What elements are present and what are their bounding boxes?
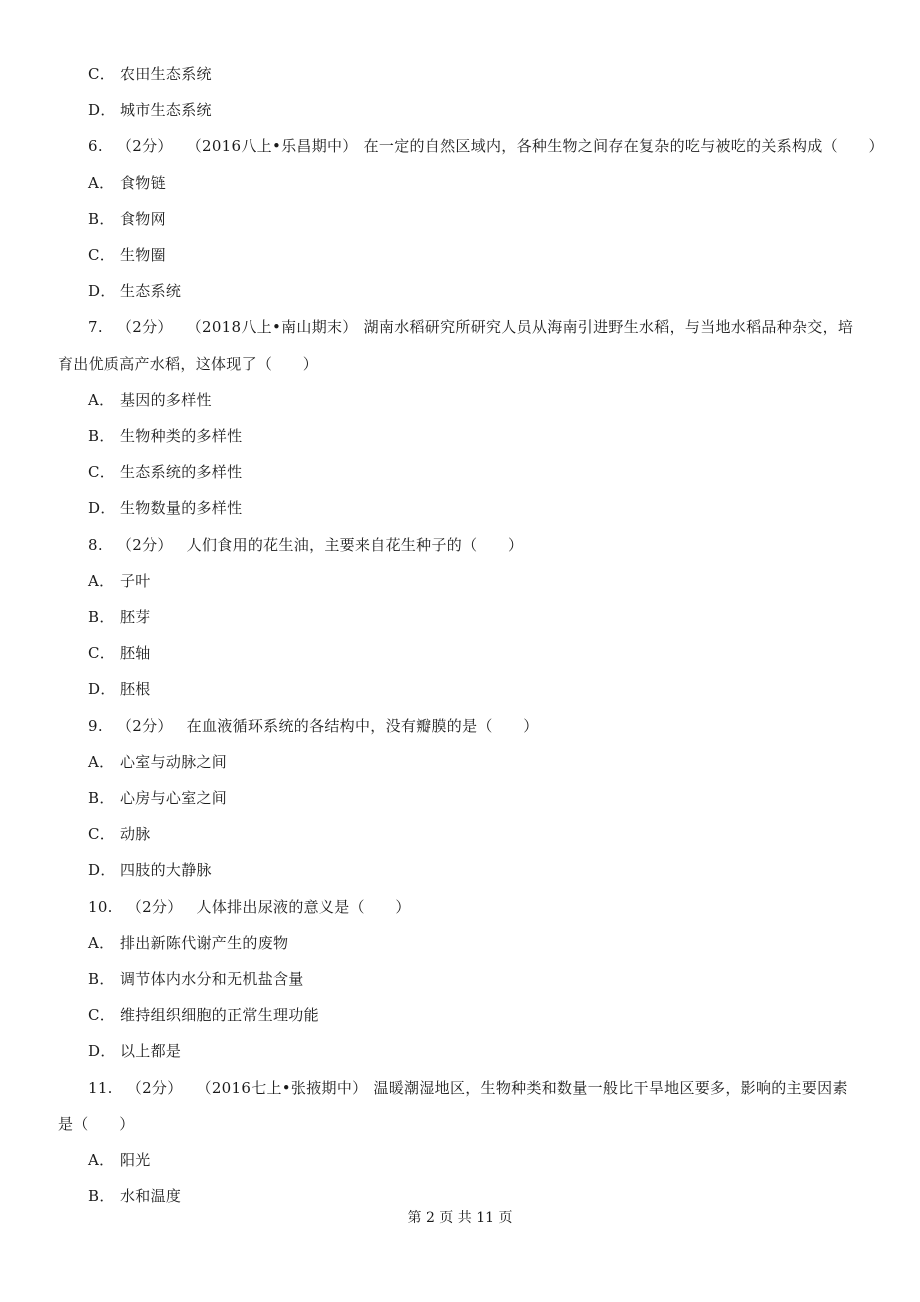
answer-option xyxy=(88,245,166,265)
answer-option xyxy=(88,933,288,953)
question-source: （2016七上•张掖期中） xyxy=(196,1079,368,1097)
option-text: 生物种类的多样性 xyxy=(120,427,243,445)
question-continuation: 是（ ） xyxy=(58,1115,135,1133)
question-score: （2分） xyxy=(116,318,173,336)
option-label: C． xyxy=(88,1006,116,1024)
option-label: B． xyxy=(88,789,115,807)
option-text: 阳光 xyxy=(120,1151,151,1169)
option-text: 动脉 xyxy=(120,825,151,843)
question-source: （2018八上•南山期末） xyxy=(186,318,358,336)
option-label: B． xyxy=(88,210,115,228)
option-label: D． xyxy=(88,282,116,300)
option-label: A． xyxy=(88,934,115,952)
option-label: B． xyxy=(88,1187,115,1205)
answer-option xyxy=(88,1186,181,1206)
question-number: 11. xyxy=(88,1079,113,1097)
answer-option xyxy=(88,462,242,482)
option-label: B． xyxy=(88,608,115,626)
answer-option xyxy=(88,643,151,663)
answer-option xyxy=(88,571,151,591)
option-text: 以上都是 xyxy=(120,1042,182,1060)
question-text: 人体排出尿液的意义是（ ） xyxy=(196,898,411,916)
answer-option xyxy=(88,426,242,446)
option-text: 生物数量的多样性 xyxy=(120,499,243,517)
option-label: A． xyxy=(88,753,115,771)
option-text: 胚轴 xyxy=(120,644,151,662)
answer-option xyxy=(88,390,212,410)
page-footer: 第 2 页 共 11 页 xyxy=(407,1210,513,1226)
question-number: 7. xyxy=(88,318,103,336)
question-score: （2分） xyxy=(116,536,173,554)
question-score: （2分） xyxy=(116,137,173,155)
option-label: D． xyxy=(88,680,116,698)
question-number: 9. xyxy=(88,717,103,735)
answer-option xyxy=(88,860,212,880)
answer-option xyxy=(88,969,304,989)
option-label: C． xyxy=(88,825,116,843)
option-label: D． xyxy=(88,499,116,517)
question-source: （2016八上•乐昌期中） xyxy=(186,137,358,155)
option-text: 水和温度 xyxy=(120,1187,182,1205)
option-label: C． xyxy=(88,65,116,83)
option-text: 心室与动脉之间 xyxy=(120,753,228,771)
question-continuation: 育出优质高产水稻，这体现了（ ） xyxy=(58,355,319,373)
answer-option xyxy=(88,281,181,301)
answer-option xyxy=(88,679,151,699)
answer-option xyxy=(88,1150,151,1170)
option-text: 子叶 xyxy=(120,572,151,590)
option-text: 食物网 xyxy=(120,210,166,228)
answer-option xyxy=(88,498,242,518)
option-text: 排出新陈代谢产生的废物 xyxy=(120,934,289,952)
option-text: 维持组织细胞的正常生理功能 xyxy=(120,1006,319,1024)
answer-option xyxy=(88,1005,319,1025)
answer-option xyxy=(88,100,212,120)
answer-option xyxy=(88,1041,181,1061)
option-label: B． xyxy=(88,427,115,445)
question-text: 温暖潮湿地区，生物种类和数量一般比干旱地区要多，影响的主要因素 xyxy=(373,1079,848,1097)
question-stem xyxy=(88,317,853,337)
option-text: 四肢的大静脉 xyxy=(120,861,212,879)
option-text: 胚芽 xyxy=(120,608,151,626)
option-label: A． xyxy=(88,572,115,590)
question-number: 6. xyxy=(88,137,103,155)
question-number: 8. xyxy=(88,536,103,554)
option-label: B． xyxy=(88,970,115,988)
option-text: 食物链 xyxy=(120,174,166,192)
option-label: D． xyxy=(88,1042,116,1060)
option-label: A． xyxy=(88,1151,115,1169)
question-text: 湖南水稻研究所研究人员从海南引进野生水稻，与当地水稻品种杂交，培 xyxy=(363,318,854,336)
answer-option xyxy=(88,824,151,844)
answer-option xyxy=(88,752,227,772)
option-label: A． xyxy=(88,174,115,192)
answer-option xyxy=(88,64,212,84)
question-text: 在血液循环系统的各结构中，没有瓣膜的是（ ） xyxy=(186,717,539,735)
option-text: 农田生态系统 xyxy=(120,65,212,83)
option-label: C． xyxy=(88,463,116,481)
option-label: A． xyxy=(88,391,115,409)
question-score: （2分） xyxy=(126,898,183,916)
answer-option xyxy=(88,209,166,229)
option-text: 胚根 xyxy=(120,680,151,698)
answer-option xyxy=(88,607,151,627)
option-text: 生态系统 xyxy=(120,282,182,300)
question-stem xyxy=(88,136,884,156)
question-stem xyxy=(88,1078,848,1098)
question-text: 人们食用的花生油，主要来自花生种子的（ ） xyxy=(186,536,524,554)
question-text: 在一定的自然区域内，各种生物之间存在复杂的吃与被吃的关系构成（ ） xyxy=(363,137,884,155)
question-stem xyxy=(88,716,539,736)
option-text: 生态系统的多样性 xyxy=(120,463,243,481)
option-text: 基因的多样性 xyxy=(120,391,212,409)
question-stem xyxy=(88,535,523,555)
answer-option xyxy=(88,173,166,193)
option-text: 调节体内水分和无机盐含量 xyxy=(120,970,304,988)
option-text: 生物圈 xyxy=(120,246,166,264)
option-text: 心房与心室之间 xyxy=(120,789,228,807)
option-text: 城市生态系统 xyxy=(120,101,212,119)
question-score: （2分） xyxy=(116,717,173,735)
option-label: D． xyxy=(88,101,116,119)
question-number: 10. xyxy=(88,898,113,916)
option-label: C． xyxy=(88,246,116,264)
question-score: （2分） xyxy=(126,1079,183,1097)
answer-option xyxy=(88,788,227,808)
question-stem xyxy=(88,897,411,917)
option-label: D． xyxy=(88,861,116,879)
option-label: C． xyxy=(88,644,116,662)
